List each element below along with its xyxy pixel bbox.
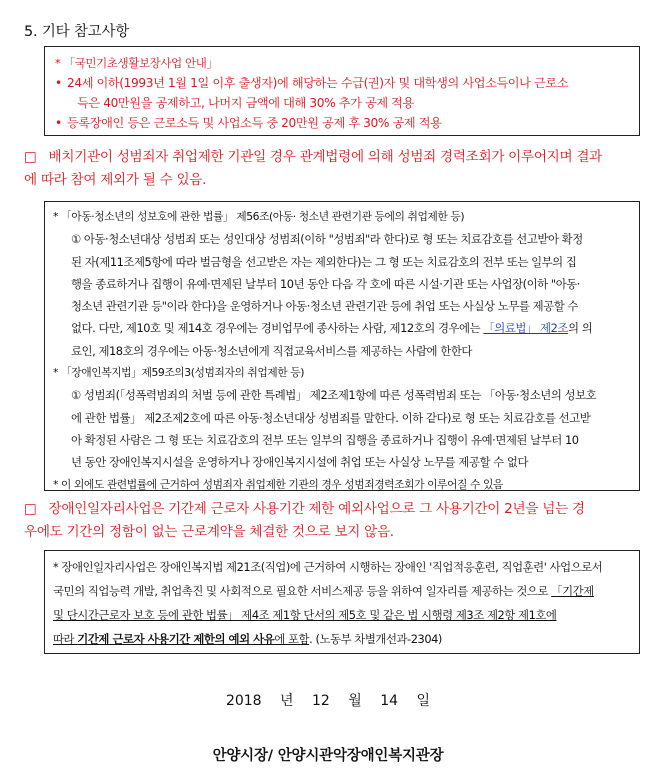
box3-line-2-text: 국민의 직업능력 개발, 취업촉진 및 사회적으로 필요한 서비스제공 등을 위하여 일자리를 제공하는 것으로 <box>53 584 552 598</box>
sex-offender-check-paragraph <box>24 146 640 192</box>
law2-line: 년 동안 장애인복지시설을 운영하거나 장애인복지시설에 취업 또는 사실상 노무를 제공할 수 없다 <box>71 455 529 470</box>
law1-line: 청소년 관련기관 등"이라 한다)을 운영하거나 아동·청소년 관련기관 등에 취업 또는 사실상 노무를 제공할 수 <box>71 299 578 314</box>
law1-line: 행을 종료하거나 집행이 유예·면제된 날부터 10년 동안 다음 각 호에 따른 시설·기관 또는 사업장(이하 "아동· <box>71 276 580 291</box>
law2-line: ① 성범죄(「성폭력범죄의 처벌 등에 관한 특례법」 제2조제1항에 따른 성폭력범죄 또는 「아동·청소년의 성보호 <box>71 388 597 403</box>
note-bullet-1-line-2: 득은 40만원을 공제하고, 나머지 금액에 대해 30% 추가 공제 적용 <box>77 96 414 110</box>
box3-line-1: * 장애인일자리사업은 장애인복지법 제21조(직업)에 근거하여 시행하는 장애인 '직업적응훈련, 직업훈련' 사업으로서 <box>53 560 603 574</box>
disability-job-note-box <box>44 550 640 654</box>
note-title: * 「국민기초생활보장사업 안내」 <box>55 56 218 70</box>
box3-line-4-mid: 에 포함 <box>274 632 310 646</box>
box3-line-4-prefix: 따라 <box>53 632 78 646</box>
law1-title: * 「아동·청소년의 성보호에 관한 법률」 제56조(아동· 청소년 관련기관 등에의 취업제한 등) <box>53 210 465 223</box>
law1-line: 된 자(제11조제5항에 따라 벌금형을 선고받은 자는 제외한다)는 그 형 또는 치료감호의 전부 또는 일부의 집 <box>71 254 577 269</box>
note-bullet-1 <box>55 73 629 93</box>
box3-line-4 <box>53 627 631 651</box>
law1-line: ① 아동·청소년대상 성범죄 또는 성인대상 성범죄(이하 "성범죄"라 한다)로 형 또는 치료감호를 선고받아 확정 <box>71 232 583 247</box>
box3-line-2 <box>53 579 631 603</box>
document-date: 2018 년 12 월 14 일 <box>225 693 431 709</box>
note-bullet-2: • 등록장애인 등은 근로소득 및 사업소득 중 20만원 공제 후 30% 공제 적용 <box>55 113 629 133</box>
paragraph-line-2: 에 따라 참여 제외가 될 수 있음. <box>24 172 207 188</box>
paragraph-line-2: 우에도 기간의 정함이 없는 근로계약을 체결한 것으로 보지 않음. <box>24 524 394 540</box>
checkbox-square-icon: □ <box>24 501 37 517</box>
law1-line: 료인, 제18호의 경우에는 아동·청소년에게 직접교육서비스를 제공하는 사람에 한한다 <box>71 343 472 358</box>
checkbox-square-icon: □ <box>24 149 37 165</box>
basic-livelihood-note-box <box>44 46 640 136</box>
box3-line-2-underlined: 「기간제 <box>551 584 594 598</box>
note-bullet-1-line-1: 24세 이하(1993년 1월 1일 이후 출생자)에 해당하는 수급(권)자 및 대학생의 사업소득이나 근로소 <box>67 76 569 90</box>
law1-line-5-tail: 의 의 <box>567 321 593 336</box>
issuing-organization: 안양시장/ 안양시관악장애인복지관장 <box>212 748 444 764</box>
box3-line-4-tail: . (노동부 차별개선과-2304) <box>309 632 442 646</box>
paragraph-line-1: 배치기관이 성범죄자 취업제한 기관일 경우 관계법령에 의해 성범죄 경력조회가 이루어지며 결과 <box>48 149 603 165</box>
medical-act-link[interactable]: 「의료법」 제2조 <box>483 321 568 336</box>
law1-line-5-text: 없다. 다만, 제10호 및 제14호 경우에는 경비업무에 종사하는 사람, 제12호의 경우에는 <box>71 321 484 336</box>
box3-line-4-bold: 기간제 근로자 사용기간 제한의 예외 사유 <box>77 632 275 646</box>
law-reference-box <box>44 201 640 491</box>
law1-line-5 <box>53 317 631 339</box>
law2-title: * 「장애인복지법」제59조의3(성범죄자의 취업제한 등) <box>53 366 304 380</box>
law2-line: 에 관한 법률」 제2조제2호에 따른 아동·청소년대상 성범죄를 말한다. 이하 같다)로 형 또는 치료감호를 선고받 <box>71 410 591 425</box>
law3-note: * 이 외에도 관련법률에 근거하여 성범죄자 취업제한 기관의 경우 성범죄경력조회가 이루어질 수 있음 <box>53 477 503 491</box>
law2-line: 아 확정된 사람은 그 형 또는 치료감호의 전부 또는 일부의 집행을 종료하거나 집행이 유예·면제된 날부터 10 <box>71 432 579 447</box>
box3-line-3: 및 단시간근로자 보호 등에 관한 법률」 제4조 제1항 단서의 제5호 및 같은 법 시행령 제3조 제2항 제1호에 <box>53 608 557 622</box>
section-title: 5. 기타 참고사항 <box>24 24 130 40</box>
paragraph-line-1: 장애인일자리사업은 기간제 근로자 사용기간 제한 예외사업으로 그 사용기간이 2년을 넘는 경 <box>48 501 585 517</box>
fixed-term-exception-paragraph <box>24 498 640 544</box>
